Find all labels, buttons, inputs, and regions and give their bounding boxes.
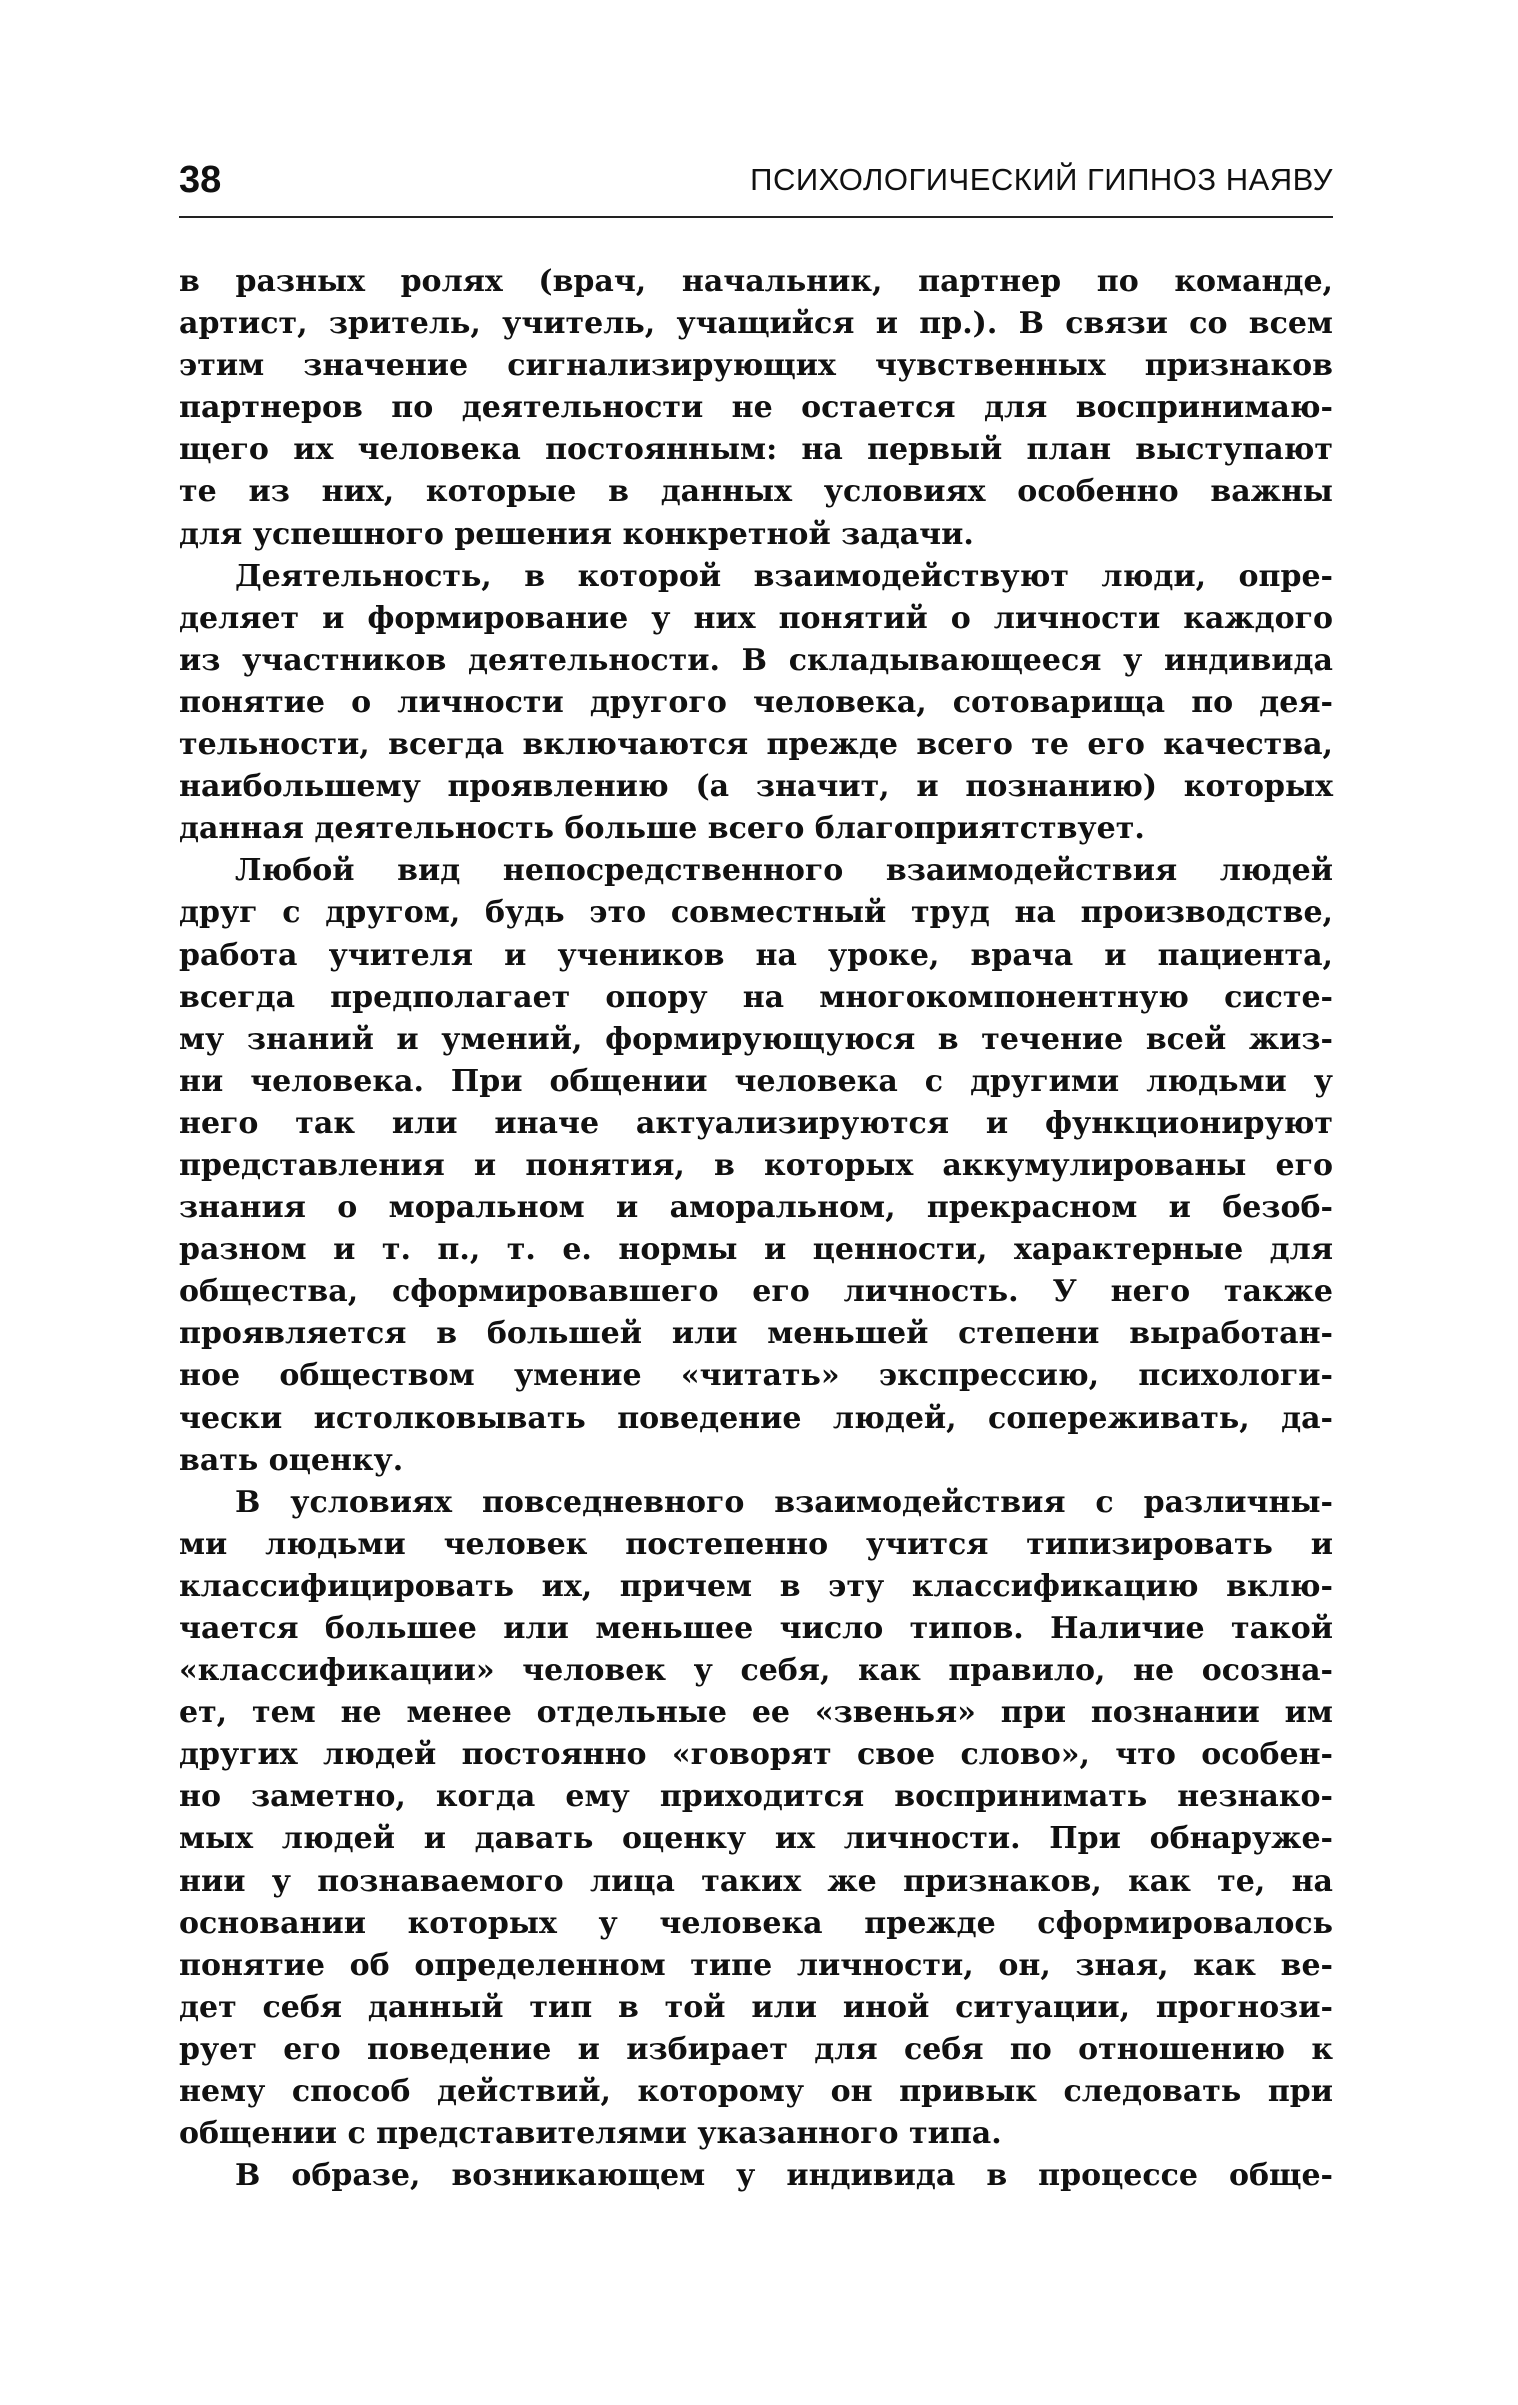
text-line: ет, тем не менее отдельные ее «звенья» при познании им	[179, 1695, 1333, 1731]
text-line: мых людей и давать оценку их личности. При обнаруже-	[179, 1821, 1333, 1857]
page-number: 38	[179, 159, 222, 201]
header-rule	[179, 216, 1333, 218]
text-line: нии у познаваемого лица таких же признаков, как те, на	[179, 1863, 1333, 1899]
text-line: всегда предполагает опору на многокомпонентную систе-	[179, 979, 1333, 1015]
text-line: партнеров по деятельности не остается для воспринимаю-	[179, 390, 1333, 426]
text-line: этим значение сигнализирующих чувственных признаков	[179, 348, 1333, 384]
text-line: дет себя данный тип в той или иной ситуации, прогнози-	[179, 1989, 1333, 2025]
text-line: те из них, которые в данных условиях особенно важны	[179, 474, 1333, 510]
text-line: му знаний и умений, формирующуюся в течение всей жиз-	[179, 1021, 1333, 1057]
text-line: разном и т. п., т. е. нормы и ценности, характерные для	[179, 1232, 1333, 1268]
text-line: В условиях повседневного взаимодействия с различны-	[235, 1484, 1333, 1520]
text-line: друг с другом, будь это совместный труд на производстве,	[179, 895, 1333, 931]
running-title: ПСИХОЛОГИЧЕСКИЙ ГИПНОЗ НАЯВУ	[750, 162, 1333, 197]
text-line: общества, сформировавшего его личность. У него также	[179, 1274, 1333, 1310]
text-line: рует его поведение и избирает для себя по отношению к	[179, 2031, 1333, 2067]
text-line: проявляется в большей или меньшей степени выработан-	[179, 1316, 1333, 1352]
text-line: ни человека. При общении человека с другими людьми у	[179, 1063, 1333, 1099]
text-line: Деятельность, в которой взаимодействуют люди, опре-	[235, 558, 1333, 594]
text-line: В образе, возникающем у индивида в процессе обще-	[235, 2158, 1333, 2194]
text-line: данная деятельность больше всего благоприятствует.	[179, 811, 1145, 847]
text-line: но заметно, когда ему приходится воспринимать незнако-	[179, 1779, 1333, 1815]
text-line: щего их человека постоянным: на первый план выступают	[179, 432, 1333, 468]
text-line: «классификации» человек у себя, как правило, не осозна-	[179, 1653, 1333, 1689]
text-line: чески истолковывать поведение людей, сопереживать, да-	[179, 1400, 1333, 1436]
body-text	[179, 261, 1333, 2197]
text-line: в разных ролях (врач, начальник, партнер по команде,	[179, 264, 1333, 299]
text-line: деляет и формирование у них понятий о личности каждого	[179, 600, 1333, 636]
text-line: него так или иначе актуализируются и функционируют	[179, 1105, 1333, 1141]
text-line: работа учителя и учеников на уроке, врача и пациента,	[179, 937, 1333, 973]
text-line: из участников деятельности. В складывающееся у индивида	[179, 642, 1333, 678]
text-line: Любой вид непосредственного взаимодействия людей	[235, 853, 1333, 889]
text-line: нему способ действий, которому он привык следовать при	[179, 2074, 1333, 2110]
text-line: наибольшему проявлению (а значит, и познанию) которых	[179, 769, 1333, 805]
text-line: классифицировать их, причем в эту классификацию вклю-	[179, 1568, 1333, 1604]
text-line: понятие о личности другого человека, сотоварища по дея-	[179, 684, 1333, 720]
text-line: ми людьми человек постепенно учится типизировать и	[179, 1526, 1333, 1562]
text-line: для успешного решения конкретной задачи.	[179, 516, 974, 552]
text-line: представления и понятия, в которых аккумулированы его	[179, 1147, 1333, 1183]
text-line: чается большее или меньшее число типов. Наличие такой	[179, 1611, 1333, 1646]
text-line: вать оценку.	[179, 1442, 404, 1478]
text-line: тельности, всегда включаются прежде всего те его качества,	[179, 727, 1333, 763]
text-line: артист, зритель, учитель, учащийся и пр.). В связи со всем	[179, 306, 1333, 342]
text-line: основании которых у человека прежде сформировалось	[179, 1905, 1333, 1941]
text-line: общении с представителями указанного типа.	[179, 2116, 1002, 2152]
text-line: ное обществом умение «читать» экспрессию, психологи-	[179, 1358, 1333, 1394]
text-line: понятие об определенном типе личности, он, зная, как ве-	[179, 1947, 1333, 1983]
text-line: других людей постоянно «говорят свое слово», что особен-	[179, 1737, 1333, 1773]
text-line: знания о моральном и аморальном, прекрасном и безоб-	[179, 1190, 1333, 1226]
page-header	[179, 158, 1333, 202]
